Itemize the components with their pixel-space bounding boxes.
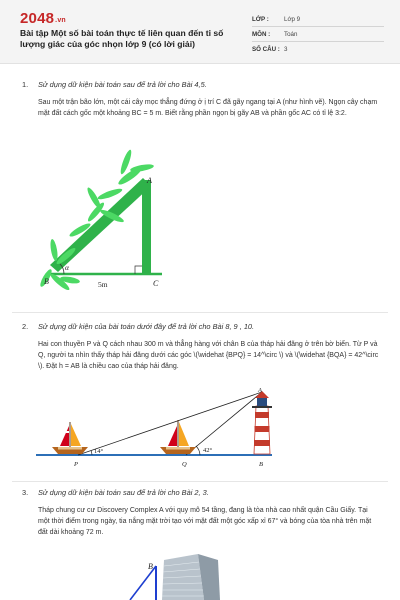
angle-label-42: 42° bbox=[203, 447, 213, 454]
question-2 bbox=[22, 322, 380, 373]
question-1 bbox=[22, 80, 380, 119]
point-label-b: B bbox=[259, 461, 263, 468]
building-figure bbox=[128, 552, 228, 600]
point-label-b: B bbox=[148, 562, 153, 571]
question-divider bbox=[12, 481, 388, 482]
question-3 bbox=[22, 488, 380, 539]
boat-p-icon bbox=[52, 422, 88, 454]
angle-label-alpha: α bbox=[65, 263, 69, 272]
building-icon bbox=[162, 554, 220, 600]
question-body: Sau một trận bão lớn, một cái cây mọc thẳng đứng ở ị trí C đã gãy ngang tại A (như hình vẽ). Ngọn cây chạm mặt đất cách gốc một khoảng BC = 5 m. Biết rằng phần ngọn bị gãy AB và phần gốc AC có tỉ lệ 3:2. bbox=[38, 99, 378, 118]
tree-trunk bbox=[142, 180, 151, 274]
meta-label: MÔN : bbox=[252, 30, 271, 38]
question-prompt: Sử dụng dữ kiện bài toán sau để trả lời cho Bài 4,5. bbox=[38, 80, 207, 89]
meta-row-grade bbox=[252, 12, 384, 27]
worksheet-header bbox=[0, 0, 400, 64]
meta-row-subject bbox=[252, 27, 384, 42]
meta-label: LỚP : bbox=[252, 15, 269, 23]
point-label-q: Q bbox=[182, 461, 187, 468]
sight-line-q bbox=[186, 392, 262, 455]
point-label-b: B bbox=[44, 277, 49, 286]
meta-value: Lớp 9 bbox=[284, 15, 301, 23]
leaf-cluster bbox=[38, 149, 154, 292]
point-label-a: A bbox=[147, 176, 152, 185]
length-label-bc: 5m bbox=[98, 280, 108, 289]
question-number: 3. bbox=[22, 488, 29, 497]
question-body: Hai con thuyền P và Q cách nhau 300 m và thẳng hàng với chân B của tháp hải đăng ở trên bờ biển. Từ P và Q, người ta nhìn thấy tháp hải đăng dưới các góc \(\widehat {BPQ} = 14^\circ \) và \(\widehat {BQA} = 42^\circ \). Đặt h = AB là chiều cao của tháp hải đăng. bbox=[38, 341, 379, 371]
lighthouse-figure bbox=[36, 386, 276, 470]
point-label-c: C bbox=[153, 279, 159, 288]
logo-suffix: .vn bbox=[55, 17, 66, 24]
question-prompt: Sử dụng dữ kiện bài toán sau để trả lời cho Bài 2, 3. bbox=[38, 488, 209, 497]
broken-tree-figure bbox=[38, 146, 180, 292]
worksheet-meta-table bbox=[252, 12, 384, 57]
angle-arc-q bbox=[196, 446, 200, 455]
question-divider bbox=[12, 312, 388, 313]
page-title: Bài tập Một số bài toán thực tế liên quan đến tỉ số lượng giác của góc nhọn lớp 9 (có lời giải) bbox=[20, 28, 224, 49]
point-label-a: A bbox=[258, 387, 262, 394]
point-label-p: P bbox=[74, 461, 78, 468]
site-logo[interactable]: 2048.vn bbox=[20, 10, 66, 27]
meta-value: 3 bbox=[284, 46, 288, 53]
meta-value: Toán bbox=[284, 30, 298, 38]
lighthouse-icon bbox=[252, 391, 272, 454]
question-body: Tháp chung cư cư Discovery Complex A với quy mô 54 tầng, đang là tòa nhà cao nhất quận Cầu Giấy. Tại một thời điểm trong ngày, tia nắng mặt trời tạo với mặt đất một góc xấp xỉ 67° và bóng của tòa nhà trên mặt đất dài khoảng 72 m. bbox=[38, 507, 372, 537]
question-number: 1. bbox=[22, 80, 29, 89]
meta-row-count bbox=[252, 42, 384, 57]
sun-ray-line bbox=[130, 566, 156, 600]
angle-label-14: 14° bbox=[94, 448, 104, 455]
question-prompt: Sử dụng dữ kiện của bài toán dưới đây để trả lời cho Bài 8, 9 , 10. bbox=[38, 322, 255, 331]
question-number: 2. bbox=[22, 322, 29, 331]
meta-label: SỐ CÂU : bbox=[252, 46, 280, 53]
